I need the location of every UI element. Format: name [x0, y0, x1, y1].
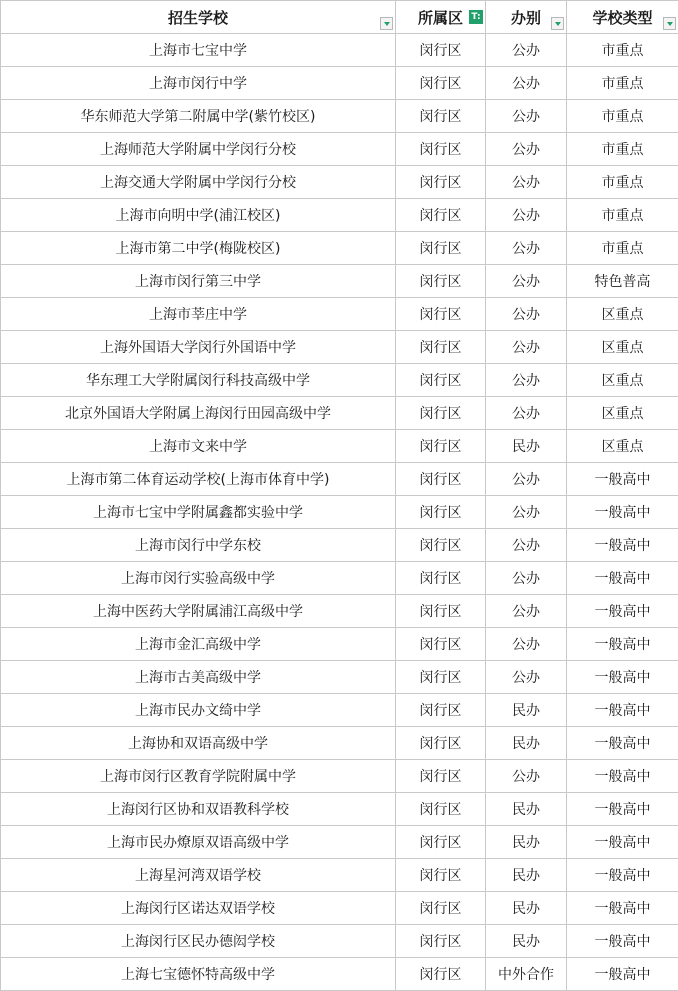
cell-school-type[interactable]: 一般高中	[567, 826, 678, 859]
table-row	[1, 661, 678, 694]
cell-district[interactable]: 闵行区	[396, 562, 486, 595]
cell-district[interactable]: 闵行区	[396, 133, 486, 166]
table-row	[1, 826, 678, 859]
table-row	[1, 892, 678, 925]
cell-district[interactable]: 闵行区	[396, 958, 486, 991]
cell-ownership[interactable]: 公办	[486, 298, 567, 331]
table-row	[1, 298, 678, 331]
table-row	[1, 397, 678, 430]
table-row	[1, 34, 678, 67]
chevron-down-icon	[555, 22, 561, 26]
table-row	[1, 727, 678, 760]
table-row	[1, 958, 678, 991]
filter-applied-icon[interactable]	[469, 10, 483, 24]
cell-school-type[interactable]: 区重点	[567, 331, 678, 364]
cell-district[interactable]: 闵行区	[396, 694, 486, 727]
cell-school-type[interactable]: 区重点	[567, 298, 678, 331]
cell-school-type[interactable]: 市重点	[567, 67, 678, 100]
cell-district[interactable]: 闵行区	[396, 859, 486, 892]
cell-school-name[interactable]: 上海市第二中学(梅陇校区)	[1, 232, 396, 265]
cell-school-name[interactable]: 华东理工大学附属闵行科技高级中学	[1, 364, 396, 397]
table-row	[1, 166, 678, 199]
table-row	[1, 364, 678, 397]
cell-ownership[interactable]: 公办	[486, 496, 567, 529]
cell-ownership[interactable]: 公办	[486, 265, 567, 298]
cell-school-type[interactable]: 一般高中	[567, 595, 678, 628]
cell-district[interactable]: 闵行区	[396, 199, 486, 232]
column-header-type[interactable]	[486, 1, 567, 34]
cell-district[interactable]: 闵行区	[396, 529, 486, 562]
table-row	[1, 265, 678, 298]
cell-school-type[interactable]: 市重点	[567, 34, 678, 67]
column-header-school[interactable]	[1, 1, 396, 34]
chevron-down-icon	[667, 22, 673, 26]
column-header-label: 办别	[510, 8, 541, 27]
cell-school-type[interactable]: 一般高中	[567, 529, 678, 562]
filter-dropdown-icon[interactable]	[551, 17, 564, 30]
table-row	[1, 133, 678, 166]
cell-school-name[interactable]: 北京外国语大学附属上海闵行田园高级中学	[1, 397, 396, 430]
cell-district[interactable]: 闵行区	[396, 166, 486, 199]
cell-school-name[interactable]: 上海协和双语高级中学	[1, 727, 396, 760]
cell-district[interactable]: 闵行区	[396, 265, 486, 298]
cell-ownership[interactable]: 民办	[486, 925, 567, 958]
cell-school-type[interactable]: 一般高中	[567, 496, 678, 529]
cell-district[interactable]: 闵行区	[396, 826, 486, 859]
cell-school-type[interactable]: 市重点	[567, 232, 678, 265]
cell-school-type[interactable]: 市重点	[567, 199, 678, 232]
cell-school-type[interactable]: 一般高中	[567, 859, 678, 892]
cell-school-type[interactable]: 一般高中	[567, 661, 678, 694]
cell-ownership[interactable]: 民办	[486, 892, 567, 925]
cell-school-type[interactable]: 市重点	[567, 166, 678, 199]
filter-dropdown-icon[interactable]	[380, 17, 393, 30]
cell-school-name[interactable]: 上海中医药大学附属浦江高级中学	[1, 595, 396, 628]
column-header-district[interactable]	[396, 1, 486, 34]
cell-school-name[interactable]: 上海市文来中学	[1, 430, 396, 463]
cell-ownership[interactable]: 公办	[486, 133, 567, 166]
cell-school-name[interactable]: 上海外国语大学闵行外国语中学	[1, 331, 396, 364]
cell-school-name[interactable]: 上海市七宝中学	[1, 34, 396, 67]
cell-school-name[interactable]: 上海闵行区协和双语教科学校	[1, 793, 396, 826]
cell-school-name[interactable]: 上海闵行区诺达双语学校	[1, 892, 396, 925]
cell-school-name[interactable]: 上海七宝德怀特高级中学	[1, 958, 396, 991]
cell-ownership[interactable]: 民办	[486, 430, 567, 463]
cell-school-type[interactable]: 一般高中	[567, 760, 678, 793]
cell-ownership[interactable]: 公办	[486, 199, 567, 232]
cell-school-name[interactable]: 上海市七宝中学附属鑫都实验中学	[1, 496, 396, 529]
cell-school-name[interactable]: 上海星河湾双语学校	[1, 859, 396, 892]
column-header-category[interactable]	[567, 1, 678, 34]
cell-district[interactable]: 闵行区	[396, 232, 486, 265]
cell-school-name[interactable]: 华东师范大学第二附属中学(紫竹校区)	[1, 100, 396, 133]
cell-ownership[interactable]: 民办	[486, 826, 567, 859]
cell-district[interactable]: 闵行区	[396, 496, 486, 529]
cell-district[interactable]: 闵行区	[396, 298, 486, 331]
column-header-label: 学校类型	[592, 8, 653, 27]
cell-school-type[interactable]: 一般高中	[567, 694, 678, 727]
cell-school-type[interactable]: 区重点	[567, 397, 678, 430]
cell-district[interactable]: 闵行区	[396, 67, 486, 100]
cell-school-type[interactable]: 市重点	[567, 133, 678, 166]
table-row	[1, 232, 678, 265]
cell-school-type[interactable]: 一般高中	[567, 463, 678, 496]
cell-school-name[interactable]: 上海市闵行第三中学	[1, 265, 396, 298]
table-row	[1, 463, 678, 496]
cell-ownership[interactable]: 公办	[486, 760, 567, 793]
table-row	[1, 760, 678, 793]
cell-school-name[interactable]: 上海市向明中学(浦江校区)	[1, 199, 396, 232]
cell-school-name[interactable]: 上海师范大学附属中学闵行分校	[1, 133, 396, 166]
cell-district[interactable]: 闵行区	[396, 628, 486, 661]
cell-ownership[interactable]: 公办	[486, 529, 567, 562]
table-row	[1, 628, 678, 661]
table-row	[1, 331, 678, 364]
cell-school-type[interactable]: 一般高中	[567, 958, 678, 991]
cell-ownership[interactable]: 公办	[486, 331, 567, 364]
table-row	[1, 67, 678, 100]
cell-district[interactable]: 闵行区	[396, 331, 486, 364]
cell-ownership[interactable]: 民办	[486, 694, 567, 727]
cell-ownership[interactable]: 公办	[486, 628, 567, 661]
cell-ownership[interactable]: 公办	[486, 67, 567, 100]
cell-ownership[interactable]: 中外合作	[486, 958, 567, 991]
cell-ownership[interactable]: 公办	[486, 595, 567, 628]
cell-district[interactable]: 闵行区	[396, 595, 486, 628]
cell-school-type[interactable]: 一般高中	[567, 628, 678, 661]
cell-district[interactable]: 闵行区	[396, 397, 486, 430]
cell-school-name[interactable]: 上海市民办文绮中学	[1, 694, 396, 727]
cell-ownership[interactable]: 公办	[486, 562, 567, 595]
cell-school-name[interactable]: 上海市闵行中学东校	[1, 529, 396, 562]
cell-school-type[interactable]: 一般高中	[567, 892, 678, 925]
table-row	[1, 694, 678, 727]
cell-school-name[interactable]: 上海市第二体育运动学校(上海市体育中学)	[1, 463, 396, 496]
cell-district[interactable]: 闵行区	[396, 100, 486, 133]
cell-ownership[interactable]: 公办	[486, 34, 567, 67]
cell-district[interactable]: 闵行区	[396, 463, 486, 496]
cell-district[interactable]: 闵行区	[396, 34, 486, 67]
cell-district[interactable]: 闵行区	[396, 727, 486, 760]
cell-district[interactable]: 闵行区	[396, 892, 486, 925]
cell-ownership[interactable]: 公办	[486, 232, 567, 265]
cell-school-type[interactable]: 区重点	[567, 430, 678, 463]
cell-school-type[interactable]: 市重点	[567, 100, 678, 133]
cell-district[interactable]: 闵行区	[396, 364, 486, 397]
cell-ownership[interactable]: 公办	[486, 100, 567, 133]
table-row	[1, 430, 678, 463]
cell-school-name[interactable]: 上海市闵行实验高级中学	[1, 562, 396, 595]
cell-ownership[interactable]: 公办	[486, 364, 567, 397]
cell-school-name[interactable]: 上海闵行区民办德闳学校	[1, 925, 396, 958]
cell-school-type[interactable]: 区重点	[567, 364, 678, 397]
table-row	[1, 859, 678, 892]
cell-ownership[interactable]: 公办	[486, 397, 567, 430]
cell-school-name[interactable]: 上海市莘庄中学	[1, 298, 396, 331]
cell-school-type[interactable]: 一般高中	[567, 793, 678, 826]
column-header-label: 所属区	[417, 8, 463, 27]
cell-school-name[interactable]: 上海市金汇高级中学	[1, 628, 396, 661]
cell-ownership[interactable]: 民办	[486, 859, 567, 892]
cell-ownership[interactable]: 民办	[486, 727, 567, 760]
cell-ownership[interactable]: 民办	[486, 793, 567, 826]
table-row	[1, 925, 678, 958]
cell-school-name[interactable]: 上海市闵行中学	[1, 67, 396, 100]
cell-school-type[interactable]: 一般高中	[567, 925, 678, 958]
table-row	[1, 793, 678, 826]
table-row	[1, 496, 678, 529]
cell-school-type[interactable]: 一般高中	[567, 562, 678, 595]
cell-school-name[interactable]: 上海交通大学附属中学闵行分校	[1, 166, 396, 199]
chevron-down-icon	[384, 22, 390, 26]
cell-ownership[interactable]: 公办	[486, 166, 567, 199]
cell-school-name[interactable]: 上海市民办燎原双语高级中学	[1, 826, 396, 859]
table-body	[1, 34, 678, 991]
cell-ownership[interactable]: 公办	[486, 463, 567, 496]
header-row	[1, 1, 678, 34]
table-row	[1, 595, 678, 628]
filter-dropdown-icon[interactable]	[663, 17, 676, 30]
column-header-label: 招生学校	[167, 8, 228, 27]
cell-ownership[interactable]: 公办	[486, 661, 567, 694]
cell-school-name[interactable]: 上海市古美高级中学	[1, 661, 396, 694]
cell-district[interactable]: 闵行区	[396, 793, 486, 826]
cell-district[interactable]: 闵行区	[396, 760, 486, 793]
cell-school-type[interactable]: 特色普高	[567, 265, 678, 298]
cell-district[interactable]: 闵行区	[396, 430, 486, 463]
cell-district[interactable]: 闵行区	[396, 925, 486, 958]
cell-school-name[interactable]: 上海市闵行区教育学院附属中学	[1, 760, 396, 793]
cell-school-type[interactable]: 一般高中	[567, 727, 678, 760]
table-row	[1, 562, 678, 595]
cell-district[interactable]: 闵行区	[396, 661, 486, 694]
table-row	[1, 199, 678, 232]
funnel-icon: T:	[471, 11, 481, 22]
table-row	[1, 100, 678, 133]
table-row	[1, 529, 678, 562]
